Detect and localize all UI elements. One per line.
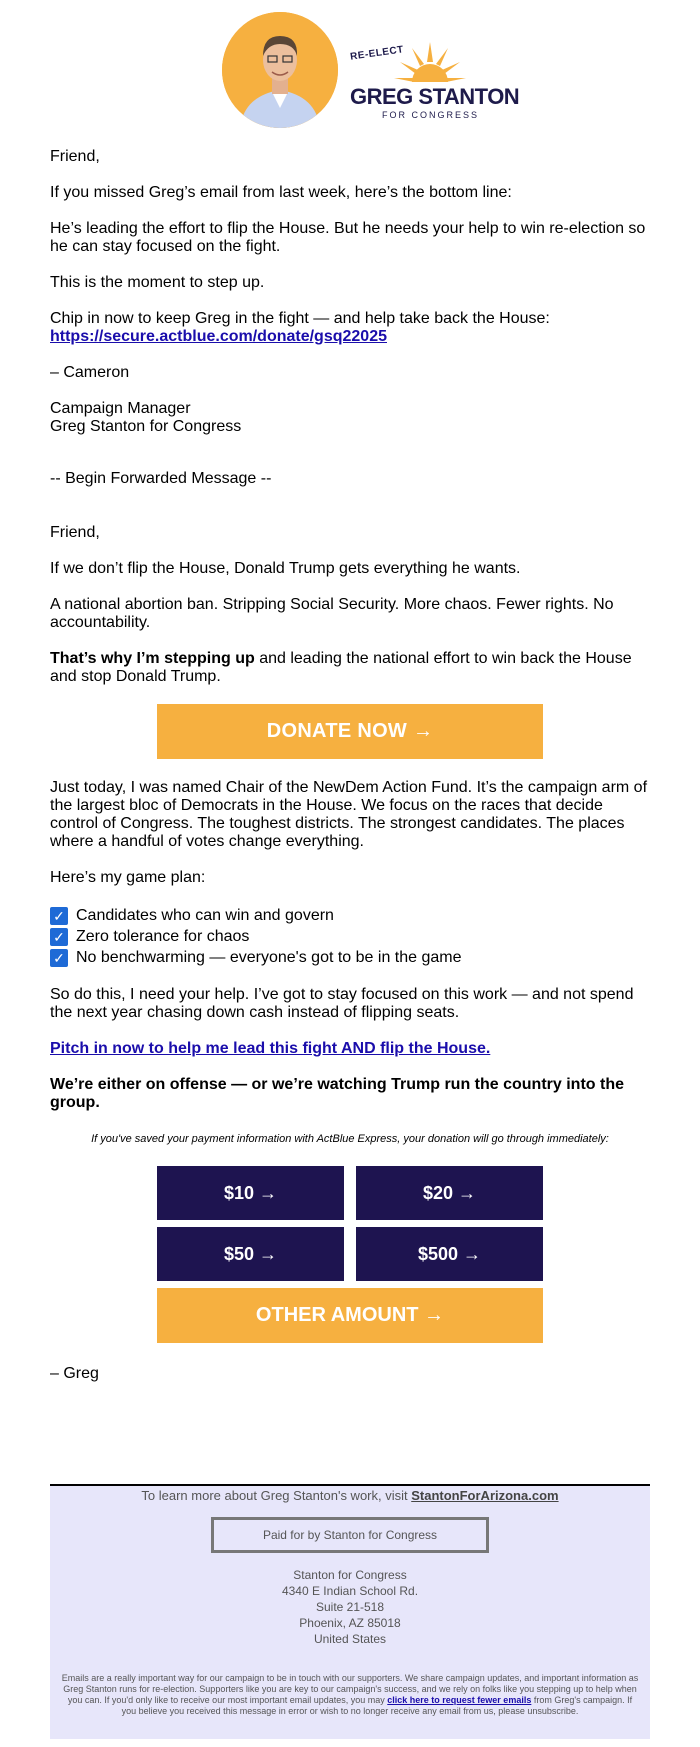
paragraph-moment: This is the moment to step up. bbox=[50, 274, 265, 291]
paragraph-trump: If we don’t flip the House, Donald Trump gets everything he wants. bbox=[50, 560, 521, 577]
signature-cameron: – Cameron bbox=[50, 364, 130, 381]
list-item: ✓ Zero tolerance for chaos bbox=[50, 926, 650, 947]
paragraph-consequences: A national abortion ban. Stripping Social Security. More chaos. Fewer rights. No accountability. bbox=[50, 596, 614, 631]
signature-greg: – Greg bbox=[50, 1365, 99, 1382]
stepping-up-rest: and leading the national effort to win back the House and stop Donald Trump. bbox=[50, 650, 632, 685]
logo-reelect-text: RE-ELECT bbox=[349, 44, 405, 63]
pitch-in-link[interactable]: Pitch in now to help me lead this fight AND flip the House. bbox=[50, 1040, 491, 1057]
donate-url-link[interactable]: https://secure.actblue.com/donate/gsq22025 bbox=[50, 328, 387, 345]
donate-other-amount-button[interactable]: OTHER AMOUNT → bbox=[157, 1288, 543, 1343]
stanton-website-link[interactable]: StantonForArizona.com bbox=[411, 1488, 559, 1503]
paid-for-box: Paid for by Stanton for Congress bbox=[211, 1517, 489, 1553]
chip-in-text: Chip in now to keep Greg in the fight — and help take back the House: bbox=[50, 310, 550, 327]
list-item: ✓ No benchwarming — everyone's got to be in the game bbox=[50, 947, 650, 968]
paragraph-need-help: So do this, I need your help. I’ve got to stay focused on this work — and not spend the next year chasing down cash instead of flipping seats. bbox=[50, 986, 634, 1021]
greeting-forwarded: Friend, bbox=[50, 524, 100, 541]
donation-amount-grid bbox=[157, 1166, 543, 1343]
greeting: Friend, bbox=[50, 148, 100, 165]
learn-more-text: To learn more about Greg Stanton's work, visit StantonForArizona.com bbox=[141, 1488, 559, 1503]
fewer-emails-link[interactable]: click here to request fewer emails bbox=[387, 1695, 532, 1705]
donate-500-button[interactable]: $500 → bbox=[356, 1227, 543, 1281]
donate-10-button[interactable]: $10 → bbox=[157, 1166, 344, 1220]
email-body bbox=[50, 148, 650, 1401]
email-footer bbox=[50, 1484, 650, 1739]
forwarded-divider: -- Begin Forwarded Message -- bbox=[50, 470, 272, 487]
stepping-up-bold: That’s why I’m stepping up bbox=[50, 650, 255, 667]
list-item: ✓ Candidates who can win and govern bbox=[50, 905, 650, 926]
signature-org: Greg Stanton for Congress bbox=[50, 418, 242, 435]
candidate-photo bbox=[222, 12, 338, 128]
checkmark-icon: ✓ bbox=[50, 907, 68, 925]
logo-name-text: GREG STANTON bbox=[350, 84, 520, 109]
signature-block bbox=[50, 400, 650, 436]
paragraph-newdem: Just today, I was named Chair of the NewDem Action Fund. It’s the campaign arm of the largest bloc of Democrats in the House. We focus on the races that decide control of Congress. The toughest districts. The strongest candidates. The places where a handful of votes change everything. bbox=[50, 779, 648, 850]
donate-20-button[interactable]: $20 → bbox=[356, 1166, 543, 1220]
game-plan-list bbox=[50, 905, 650, 968]
paragraph-intro: If you missed Greg’s email from last week, here’s the bottom line: bbox=[50, 184, 512, 201]
campaign-logo bbox=[349, 34, 520, 124]
checkmark-icon: ✓ bbox=[50, 928, 68, 946]
mailing-address: Stanton for Congress 4340 E Indian School Rd. Suite 21-518 Phoenix, AZ 85018 United States bbox=[281, 1568, 419, 1646]
paragraph-game-plan: Here’s my game plan: bbox=[50, 869, 206, 886]
paragraph-chip-in bbox=[50, 310, 650, 346]
donate-now-button[interactable]: DONATE NOW → bbox=[157, 704, 543, 759]
email-disclaimer: Emails are a really important way for our campaign to be in touch with our supporters. We share campaign updates, and important information as Greg Stanton runs for re-election. Supporters like you are key to our campaign's success, and we rely on folks like you stepping up to help when you can. If you'd only like to receive our most important email updates, you may click here to request fewer emails from Greg's campaign. If you believe you received this message in error or wish to no longer receive any email from us, please unsubscribe. bbox=[61, 1673, 639, 1716]
checkmark-icon: ✓ bbox=[50, 949, 68, 967]
actblue-express-note: If you've saved your payment information with ActBlue Express, your donation will go through immediately: bbox=[91, 1133, 609, 1145]
signature-title: Campaign Manager bbox=[50, 400, 191, 417]
logo-sub-text: FOR CONGRESS bbox=[382, 110, 480, 120]
campaign-header bbox=[222, 12, 520, 130]
paragraph-stepping-up bbox=[50, 650, 650, 686]
paragraph-offense: We’re either on offense — or we’re watching Trump run the country into the group. bbox=[50, 1076, 624, 1111]
paragraph-flip-house: He’s leading the effort to flip the House. But he needs your help to win re-election so he can stay focused on the fight. bbox=[50, 220, 646, 255]
donate-50-button[interactable]: $50 → bbox=[157, 1227, 344, 1281]
candidate-avatar bbox=[222, 12, 338, 128]
